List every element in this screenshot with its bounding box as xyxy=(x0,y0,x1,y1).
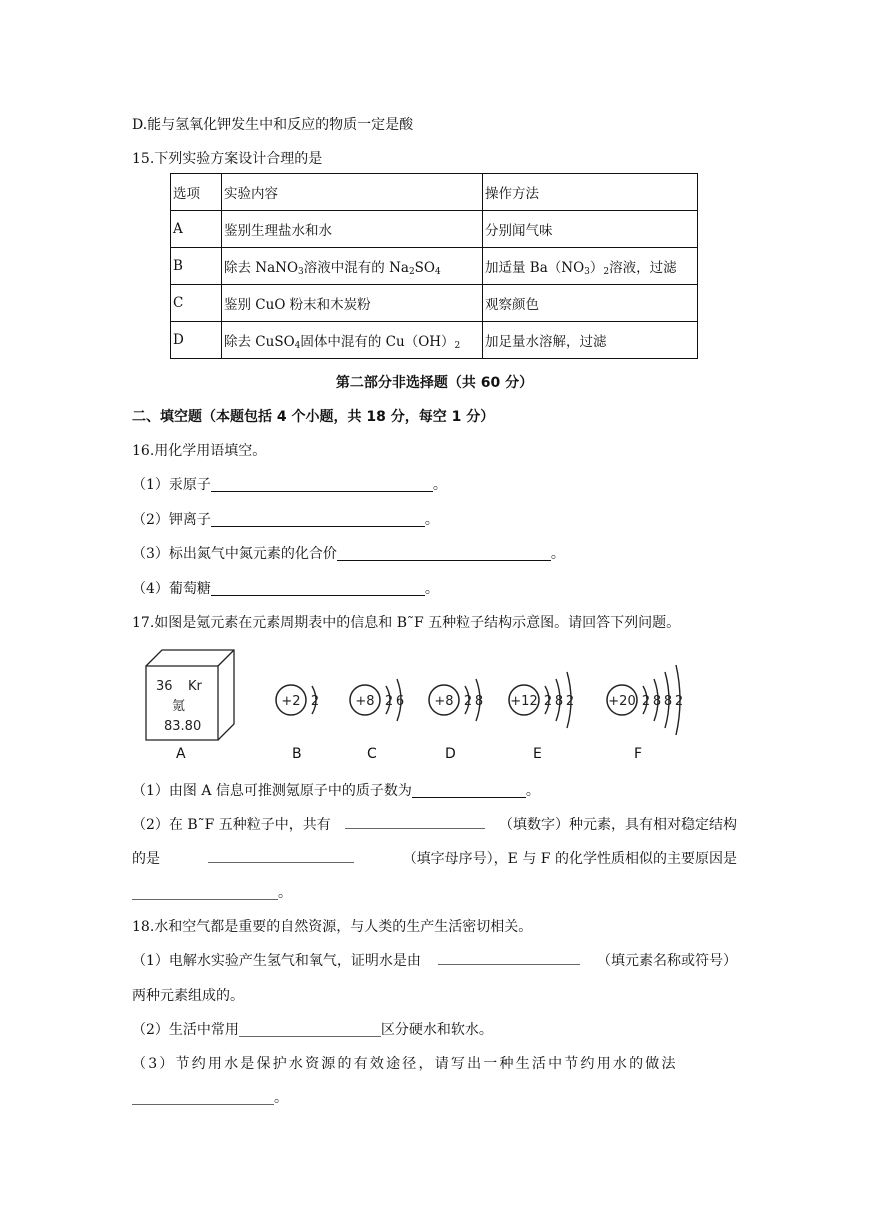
table-header-cell: 实验内容 xyxy=(222,174,483,211)
figure-letter-b: B xyxy=(292,746,302,762)
method-cell: 观察颜色 xyxy=(483,285,698,322)
method-cell: 分别闻气味 xyxy=(483,211,698,248)
figure-letter-c: C xyxy=(367,746,377,762)
q17-part1: （1）由图 A 信息可推测氪原子中的质子数为 。 xyxy=(132,783,540,799)
answer-blank[interactable] xyxy=(132,885,278,900)
answer-blank[interactable] xyxy=(239,1022,381,1037)
q17-figure xyxy=(136,638,692,766)
particle-diagrams xyxy=(276,665,683,735)
element-mass: 83.80 xyxy=(164,719,202,734)
particle-f xyxy=(607,665,683,735)
table-row xyxy=(171,211,698,248)
element-name: 氪 xyxy=(172,699,186,714)
element-number: 36 xyxy=(156,679,173,694)
particle-e xyxy=(509,672,574,728)
option-cell: B xyxy=(171,248,222,285)
particle-d xyxy=(429,679,483,721)
q18-part1-line2: 两种元素组成的。 xyxy=(132,988,244,1004)
electron-count: 2 xyxy=(565,694,575,709)
q17-part2-line2: 的是 （填字母序号），E 与 F 的化学性质相似的主要原因是 xyxy=(132,848,737,868)
option-cell: C xyxy=(171,285,222,322)
electron-count: 8 xyxy=(554,694,564,709)
q14-option-d: D.能与氢氧化钾发生中和反应的物质一定是酸 xyxy=(132,117,414,133)
particle-b xyxy=(276,685,319,715)
nucleus-charge: +8 xyxy=(355,694,375,709)
electron-count: 6 xyxy=(395,694,405,709)
q17-part2-line1: （2）在 B˜F 五种粒子中，共有 （填数字）种元素，具有相对稳定结构 xyxy=(132,814,737,834)
q16-stem: 16.用化学用语填空。 xyxy=(132,443,267,459)
q16-item-1: （1）汞原子 。 xyxy=(132,477,447,493)
nucleus-charge: +8 xyxy=(434,694,454,709)
option-cell: D xyxy=(171,322,222,359)
table-row xyxy=(171,285,698,322)
element-symbol: Kr xyxy=(188,679,202,694)
q17-part2-line3: 。 xyxy=(132,882,292,902)
answer-blank[interactable] xyxy=(438,950,580,965)
q16-item-3: （3）标出氮气中氮元素的化合价 。 xyxy=(132,546,565,562)
answer-blank[interactable] xyxy=(132,1090,274,1105)
electron-count: 2 xyxy=(463,694,473,709)
particle-c xyxy=(350,679,404,721)
part2-title: 第二部分非选择题（共 60 分） xyxy=(335,375,534,391)
option-cell: A xyxy=(171,211,222,248)
figure-letter-d: D xyxy=(445,746,456,762)
figure-letter-a: A xyxy=(176,746,186,762)
table-header-cell: 选项 xyxy=(171,174,222,211)
atomic-structure-diagram xyxy=(136,638,692,746)
electron-count: 2 xyxy=(543,694,553,709)
electron-count: 8 xyxy=(652,694,662,709)
figure-letter-f: F xyxy=(634,746,643,762)
table-row xyxy=(171,322,698,359)
content-cell: 鉴别 CuO 粉末和木炭粉 xyxy=(222,285,483,322)
electron-count: 2 xyxy=(310,694,320,709)
answer-blank[interactable] xyxy=(208,848,354,863)
q15-stem: 15.下列实验方案设计合理的是 xyxy=(132,151,323,167)
q16-item-4: （4）葡萄糖 。 xyxy=(132,581,439,597)
nucleus-charge: +20 xyxy=(608,694,636,709)
q18-part3-line1: （3）节约用水是保护水资源的有效途径，请写出一种生活中节约用水的做法 xyxy=(132,1056,678,1072)
answer-blank[interactable] xyxy=(211,477,433,492)
electron-count: 2 xyxy=(674,694,684,709)
electron-count: 2 xyxy=(384,694,394,709)
answer-blank[interactable] xyxy=(211,512,425,527)
answer-blank[interactable] xyxy=(345,814,485,829)
q15-options-table xyxy=(170,173,698,359)
content-cell: 鉴别生理盐水和水 xyxy=(222,211,483,248)
q16-item-2: （2）钾离子 。 xyxy=(132,512,439,528)
electron-count: 8 xyxy=(663,694,673,709)
answer-blank[interactable] xyxy=(211,581,425,596)
answer-blank[interactable] xyxy=(337,546,551,561)
section2-title: 二、填空题（本题包括 4 个小题，共 18 分，每空 1 分） xyxy=(132,409,495,425)
method-cell: 加足量水溶解，过滤 xyxy=(483,322,698,359)
answer-blank[interactable] xyxy=(412,783,526,798)
method-cell: 加适量 $Ba(NO_3)_2$溶液，过滤 xyxy=(483,248,698,285)
electron-count: 2 xyxy=(641,694,651,709)
q18-part1-line1: （1）电解水实验产生氢气和氧气，证明水是由 （填元素名称或符号） xyxy=(132,950,737,970)
nucleus-charge: +12 xyxy=(510,694,538,709)
content-cell: 除去 CuSO$_4$固体中混有的 $Cu(OH)_2$ xyxy=(222,322,483,359)
q18-part3-line2: 。 xyxy=(132,1087,288,1107)
content-cell: 除去 NaNO$_3$溶液中混有的 $Na_2SO_4$ xyxy=(222,248,483,285)
table-header-row xyxy=(171,174,698,211)
q18-stem: 18.水和空气都是重要的自然资源，与人类的生产生活密切相关。 xyxy=(132,919,533,935)
figure-letter-e: E xyxy=(533,746,542,762)
nucleus-charge: +2 xyxy=(281,694,301,709)
table-header-cell: 操作方法 xyxy=(483,174,698,211)
q17-stem: 17.如图是氪元素在元素周期表中的信息和 B˜F 五种粒子结构示意图。请回答下列问题。 xyxy=(132,615,681,631)
table-row xyxy=(171,248,698,285)
electron-count: 8 xyxy=(474,694,484,709)
q18-part2: （2）生活中常用 区分硬水和软水。 xyxy=(132,1022,493,1038)
